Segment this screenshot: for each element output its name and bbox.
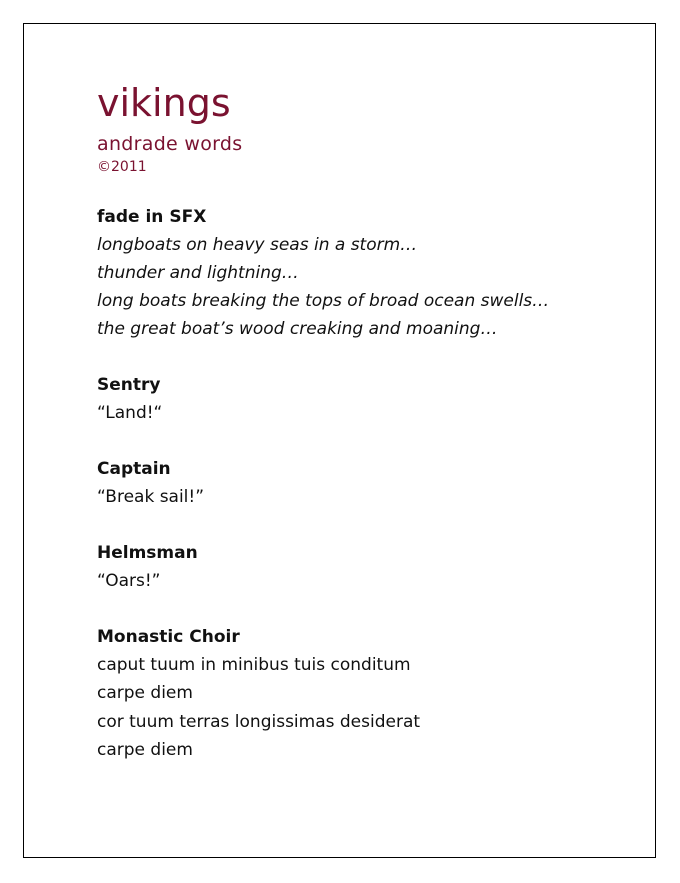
choir-line: cor tuum terras longissimas desiderat bbox=[97, 711, 421, 732]
script-title: vikings bbox=[97, 81, 231, 125]
stage-line: the great boat’s wood creaking and moaning… bbox=[97, 319, 498, 339]
choir-line: carpe diem bbox=[97, 683, 193, 704]
stage-line: longboats on heavy seas in a storm… bbox=[97, 235, 418, 255]
dialogue-line: “Oars!” bbox=[97, 571, 161, 591]
dialogue-captain bbox=[97, 455, 615, 511]
dialogue-sentry bbox=[97, 371, 615, 427]
stage-line: long boats breaking the tops of broad ocean swells… bbox=[97, 291, 550, 311]
stage-heading: fade in SFX bbox=[97, 207, 207, 227]
speaker-name: Helmsman bbox=[97, 543, 198, 563]
dialogue-line: “Break sail!” bbox=[97, 487, 205, 507]
stage-directions bbox=[97, 203, 615, 343]
choir-line: caput tuum in minibus tuis conditum bbox=[97, 655, 411, 675]
script-page bbox=[23, 23, 656, 858]
speaker-name: Sentry bbox=[97, 375, 161, 395]
stage-line: thunder and lightning… bbox=[97, 263, 299, 283]
choir-line: carpe diem bbox=[97, 739, 193, 760]
speaker-name: Captain bbox=[97, 459, 171, 479]
dialogue-helmsman bbox=[97, 539, 615, 595]
author-credit: andrade words bbox=[97, 133, 243, 155]
speaker-name: Monastic Choir bbox=[97, 627, 240, 647]
dialogue-choir bbox=[97, 623, 615, 764]
script-content bbox=[97, 80, 615, 764]
dialogue-line: “Land!“ bbox=[97, 403, 163, 423]
copyright-notice: ©2011 bbox=[97, 159, 147, 175]
